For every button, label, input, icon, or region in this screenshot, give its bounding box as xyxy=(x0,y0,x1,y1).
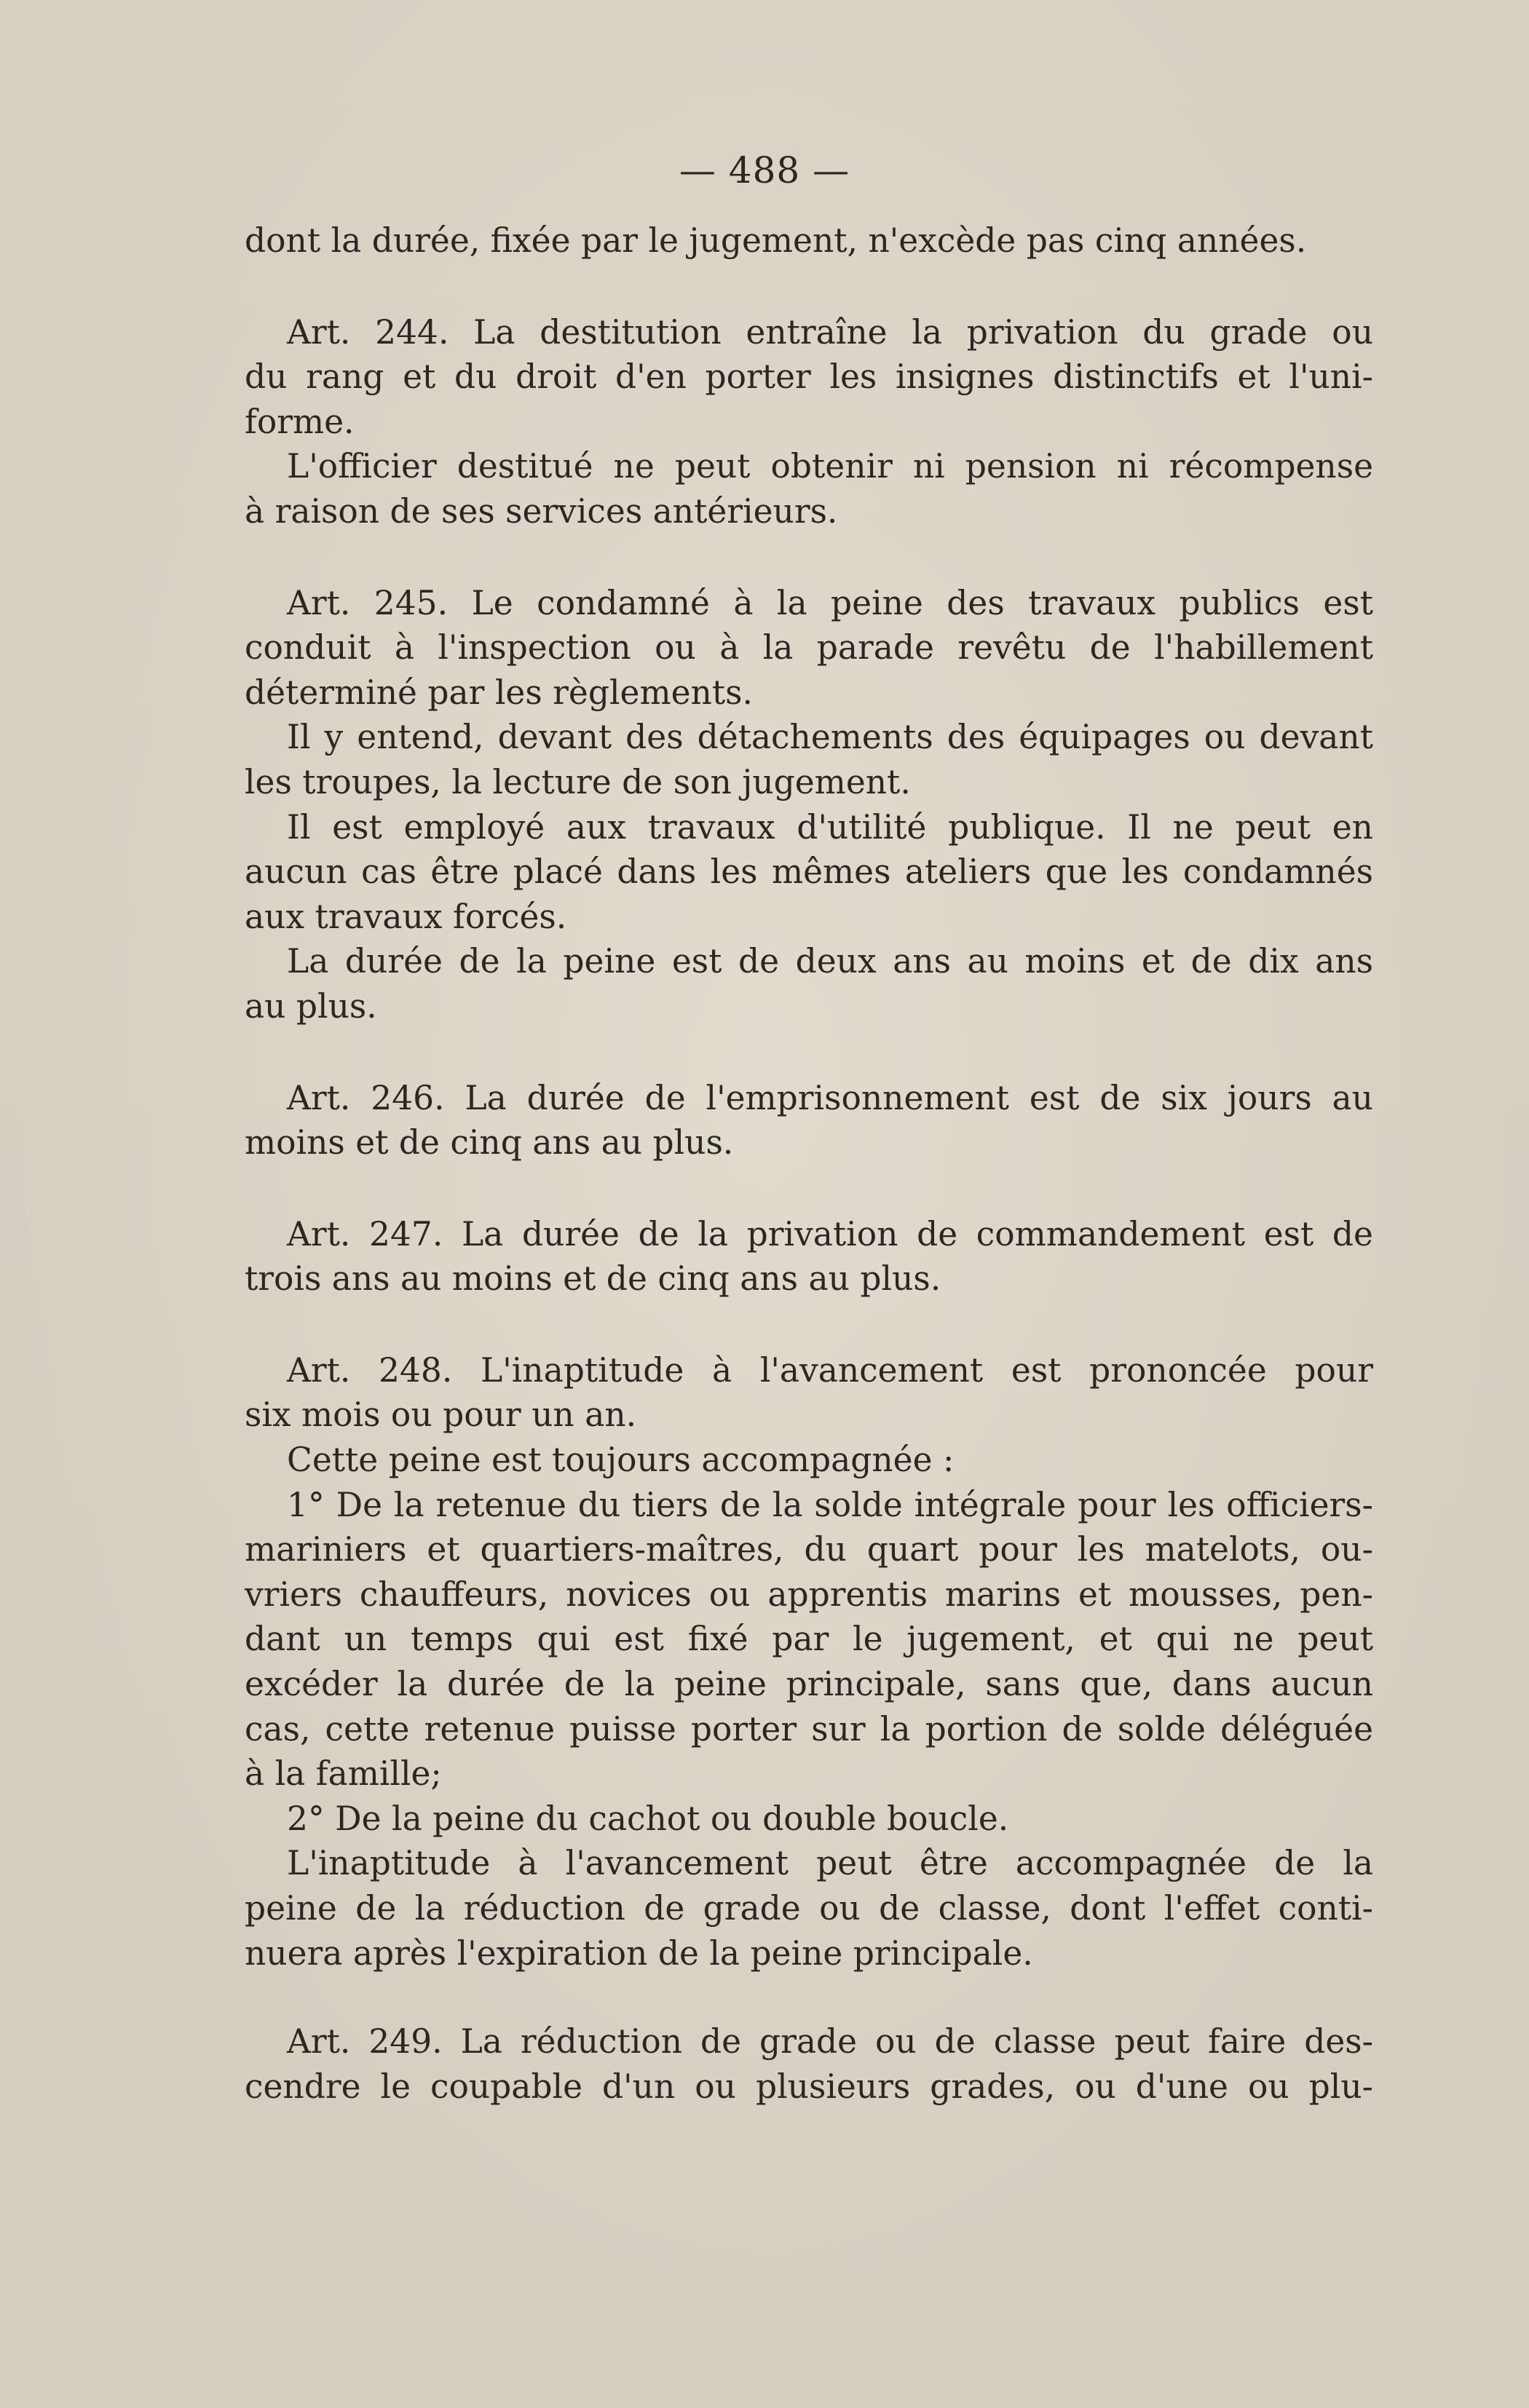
text-line: 1° De la retenue du tiers de la solde intégrale pour les officiers- xyxy=(287,1485,1373,1524)
text-line: conduit à l'inspection ou à la parade revêtu de l'habillement xyxy=(245,628,1373,668)
text-line: forme. xyxy=(245,402,355,441)
text-line: Il y entend, devant des détachements des équipages ou devant xyxy=(287,718,1373,757)
text-line: au plus. xyxy=(245,986,377,1026)
text-line: dant un temps qui est fixé par le jugement, et qui ne peut xyxy=(245,1620,1373,1659)
spacer xyxy=(245,534,1373,581)
text-line: cendre le coupable d'un ou plusieurs grades, ou d'une ou plu- xyxy=(245,2067,1373,2106)
spacer xyxy=(245,1029,1373,1076)
text-line: six mois ou pour un an. xyxy=(245,1395,637,1435)
text-line: Art. 246. La durée de l'emprisonnement est de six jours au xyxy=(287,1078,1373,1117)
text-line: Il est employé aux travaux d'utilité publique. Il ne peut en xyxy=(287,807,1373,847)
text-line: mariniers et quartiers-maîtres, du quart pour les matelots, ou- xyxy=(245,1530,1373,1569)
spacer xyxy=(245,1302,1373,1348)
page-text xyxy=(245,218,1373,2109)
article-247 xyxy=(245,1212,1373,1302)
text-line: vriers chauffeurs, novices ou apprentis marins et mousses, pen- xyxy=(245,1575,1373,1614)
text-line: à raison de ses services antérieurs. xyxy=(245,491,838,531)
text-line: cas, cette retenue puisse porter sur la portion de solde déléguée xyxy=(245,1709,1373,1748)
text-line: Art. 244. La destitution entraîne la privation du grade ou xyxy=(287,312,1373,352)
text-line: L'officier destitué ne peut obtenir ni pension ni récompense xyxy=(287,447,1373,486)
text-line: peine de la réduction de grade ou de classe, dont l'effet conti- xyxy=(245,1889,1373,1928)
text-line: Art. 249. La réduction de grade ou de classe peut faire des- xyxy=(287,2022,1373,2062)
text-line: aucun cas être placé dans les mêmes ateliers que les condamnés xyxy=(245,852,1373,892)
text-line: moins et de cinq ans au plus. xyxy=(245,1123,734,1163)
text-line: du rang et du droit d'en porter les insignes distinctifs et l'uni- xyxy=(245,357,1373,397)
spacer xyxy=(245,264,1373,310)
text-line: excéder la durée de la peine principale, sans que, dans aucun xyxy=(245,1665,1373,1704)
text-line: Art. 248. L'inaptitude à l'avancement est prononcée pour xyxy=(287,1350,1373,1390)
text-line: trois ans au moins et de cinq ans au plus. xyxy=(245,1259,941,1299)
spacer xyxy=(245,1976,1373,2019)
text-line: L'inaptitude à l'avancement peut être accompagnée de la xyxy=(287,1844,1373,1883)
article-245 xyxy=(245,581,1373,1029)
text-line: Cette peine est toujours accompagnée : xyxy=(287,1441,955,1480)
text-line: La durée de la peine est de deux ans au moins et de dix ans xyxy=(287,942,1373,981)
spacer xyxy=(245,1165,1373,1212)
text-line: 2° De la peine du cachot ou double boucle. xyxy=(287,1799,1009,1838)
article-244 xyxy=(245,310,1373,534)
text-line: nuera après l'expiration de la peine principale. xyxy=(245,1933,1033,1973)
text-line: Art. 247. La durée de la privation de commandement est de xyxy=(287,1214,1373,1253)
text-line: dont la durée, fixée par le jugement, n'excède pas cinq années. xyxy=(245,221,1307,260)
text-line: déterminé par les règlements. xyxy=(245,673,753,712)
text-line: à la famille; xyxy=(245,1754,442,1794)
text-line: les troupes, la lecture de son jugement. xyxy=(245,762,911,801)
text-line: Art. 245. Le condamné à la peine des travaux publics est xyxy=(287,583,1373,622)
article-249 xyxy=(245,2019,1373,2109)
article-248 xyxy=(245,1348,1373,1976)
paragraph-continuation xyxy=(245,218,1373,264)
text-line: aux travaux forcés. xyxy=(245,897,567,936)
article-246 xyxy=(245,1076,1373,1165)
page-number: — 488 — xyxy=(679,149,850,191)
